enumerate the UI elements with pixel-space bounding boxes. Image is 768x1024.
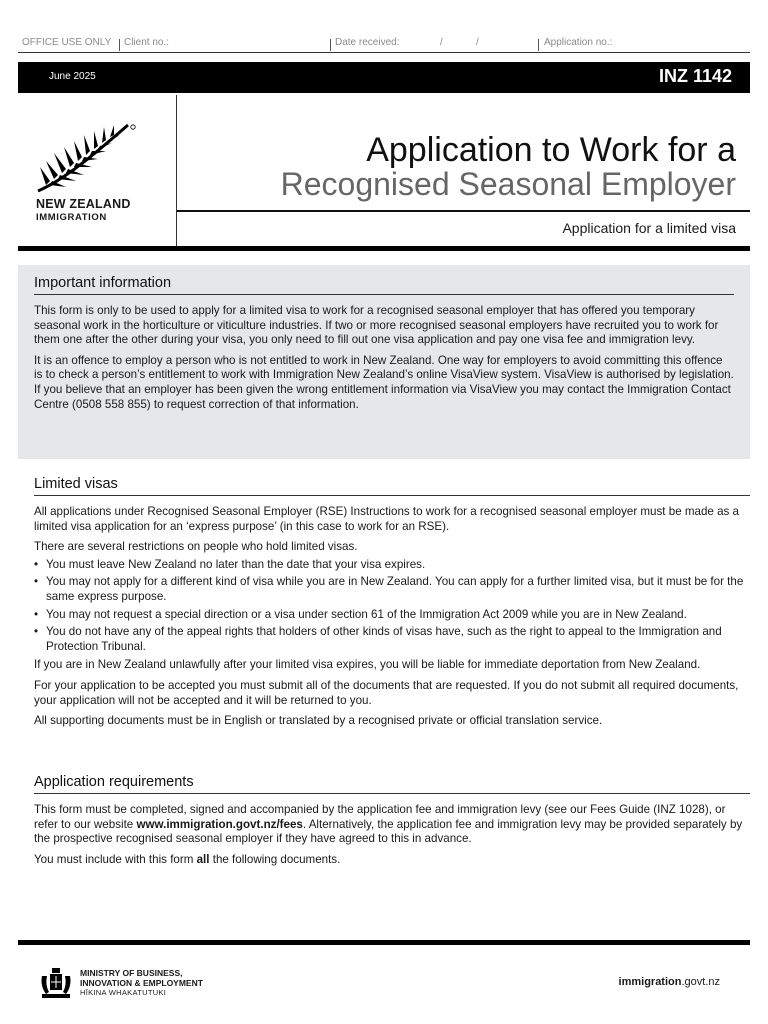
text: This form must be completed, signed and accompanied by the application fee and immigration levy (see our Fees Guide (INZ 1028), or refer to our website [34, 803, 726, 831]
title-rule [177, 210, 750, 212]
site-rest: .govt.nz [681, 976, 720, 988]
list-item: • You must leave New Zealand no later than the date that your visa expires. [34, 558, 750, 573]
restriction-list [34, 558, 750, 655]
footer-rule [18, 940, 750, 945]
paragraph: All applications under Recognised Seasonal Employer (RSE) Instructions to work for a recognised seasonal employer must be made as a limited visa application for an ‘express purpose’ (in this case to work for an RSE). [34, 505, 739, 533]
page-title: Application to Work for a [366, 131, 736, 169]
header-divider [176, 95, 177, 247]
fees-link[interactable]: www.immigration.govt.nz/fees [136, 817, 303, 831]
text: the following documents. [209, 852, 341, 866]
paragraph [34, 803, 750, 847]
text-emphasis: all [196, 852, 210, 866]
form-date: June 2025 [49, 71, 96, 82]
paragraph: This form is only to be used to apply for a limited visa to work for a recognised seasonal employer that has offered you temporary seasonal work in the horticulture or viticulture industries. If two or more recognised seasonal employers have recruited you to work for them one after the other during your visa, you only need to fill out one visa application and pay one visa fee and immigration levy. [34, 304, 719, 347]
page-subtitle: Application for a limited visa [562, 220, 736, 236]
application-requirements-section [34, 774, 750, 873]
client-no-field[interactable]: Client no.: [124, 37, 170, 48]
mbie-line3: HĪKINA WHAKATUTUKI [80, 988, 167, 997]
list-item: • You do not have any of the appeal rights that holders of other kinds of visas have, such as the right to appeal to the Immigration and Protection Tribunal. [34, 625, 750, 654]
silver-fern-icon [36, 121, 136, 193]
website-link[interactable] [619, 976, 720, 988]
nz-immigration-logo [36, 121, 166, 223]
section-heading: Application requirements [34, 774, 750, 794]
paragraph: If you are in New Zealand unlawfully after your limited visa expires, you will be liable for immediate deportation from New Zealand. [34, 658, 701, 672]
list-item: • You may not apply for a different kind of visa while you are in New Zealand. You can apply for a further limited visa, but it must be for the same express purpose. [34, 575, 750, 604]
divider [538, 39, 539, 51]
application-no-field[interactable]: Application no.: [544, 37, 613, 48]
mbie-logo [38, 966, 203, 1000]
divider [330, 39, 331, 51]
logo-line1: NEW ZEALAND [36, 197, 131, 211]
date-slash: / [440, 37, 443, 48]
office-use-label: OFFICE USE ONLY [22, 37, 112, 48]
paragraph: All supporting documents must be in English or translated by a recognised private or official translation service. [34, 714, 603, 728]
list-item: • You may not request a special direction or a visa under section 61 of the Immigration Act 2009 while you are in New Zealand. [34, 608, 750, 623]
important-info-box [18, 265, 750, 459]
date-slash: / [476, 37, 479, 48]
mbie-line1: MINISTRY OF BUSINESS, [80, 968, 183, 978]
text: You must include with this form [34, 852, 197, 866]
header [18, 95, 750, 247]
paragraph: There are several restrictions on people who hold limited visas. [34, 540, 358, 554]
paragraph [34, 853, 750, 868]
text: . Alternatively, the application fee and immigration levy may be provided separately by the prospective recognised seasonal employer if they have agreed to this in advance. [34, 817, 743, 846]
paragraph: For your application to be accepted you must submit all of the documents that are requested. If you do not submit all required documents, your application will not be accepted and it will be returned to you. [34, 678, 739, 707]
header-bottom-rule [18, 246, 750, 251]
page-title-sub: Recognised Seasonal Employer [280, 166, 736, 202]
top-bar [18, 62, 750, 93]
coat-of-arms-icon [38, 966, 74, 1000]
site-bold: immigration [618, 976, 682, 988]
form-code: INZ 1142 [658, 66, 732, 86]
paragraph: It is an offence to employ a person who is not entitled to work in New Zealand. One way for employers to avoid committing this offence is to check a person’s entitlement to work with Immigration New Zealand’s online VisaView system. VisaView is authorised by legislation. If you believe that an employer has been given the wrong entitlement information via VisaView you may contact the Immigration Contact Centre (0508 558 855) to request correction of that information. [34, 353, 734, 411]
divider [119, 39, 120, 51]
section-heading: Limited visas [34, 476, 750, 496]
mbie-line2: INNOVATION & EMPLOYMENT [80, 978, 203, 988]
logo-line2: IMMIGRATION [36, 212, 107, 223]
limited-visas-section [34, 476, 750, 735]
office-use-strip [18, 36, 750, 53]
date-received-field[interactable]: Date received: [335, 37, 400, 48]
section-heading: Important information [34, 275, 734, 295]
